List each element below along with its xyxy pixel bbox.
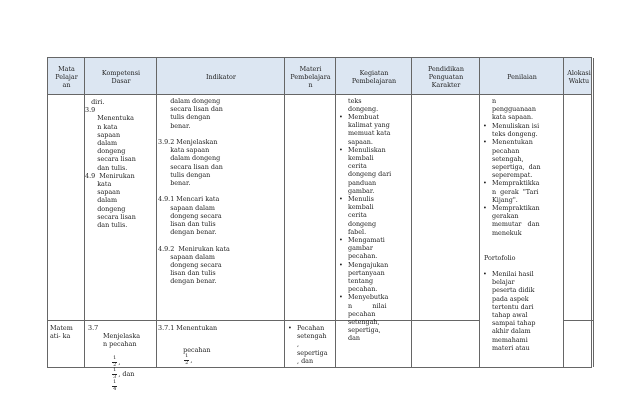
mapel-matematika: Matem ati- ka: [50, 324, 73, 341]
indikator-row2: 3.7.1 Menentukan: [158, 324, 218, 332]
header-penilaian: Penilaian: [507, 72, 537, 81]
list-item: • Mengamati gambar pecahan.: [338, 236, 391, 261]
list-item: • Menyebutka n nilai pecahan setengah, sepertiga, dan: [338, 293, 391, 342]
list-item: • Mempraktikka n gerak "Tari Kijang".: [482, 179, 541, 204]
penilaian-list: [482, 122, 541, 237]
list-item: • Membuat kalimat yang memuat kata sapaan.: [338, 113, 391, 146]
list-item: • Mengajukan pertanyaan tentang pecahan.: [338, 261, 391, 294]
header-mata-pelajaran: Mata Pelajar an: [55, 64, 78, 89]
fraction-quarter: $\frac{1}{4}$: [113, 379, 117, 392]
portofolio-label: Portofolio: [484, 254, 516, 262]
kegiatan-lead: teks dongeng.: [348, 97, 379, 114]
header-alokasi: Alokasi Waktu: [567, 68, 591, 85]
kd-fractions: $\frac{1}{2}$ , $\frac{1}{3}$ , dan $\frac{1}{4}$: [113, 355, 135, 392]
indikator-text: dalam dongeng secara lisan dan tulis dengan benar. 3.9.2 Menjelaskan kata sapaan dalam dongeng secara lisan dan tulis dengan benar. 4.9.1 Mencari kata sapaan dalam dongeng secara lisan dan tulis dengan benar. 4.9.2 Menirukan kata sapaan dalam dongeng secara lisan dan tulis dengan benar.: [158, 97, 230, 286]
header-kegiatan: Kegiatan Pembelajaran: [351, 68, 397, 85]
indikator-row2-tail: pecahan $\frac{1}{2}$ ,: [183, 346, 211, 366]
list-item: • Menuliskan kembali cerita dongeng dari panduan gambar.: [338, 146, 391, 195]
penilaian-lead: n pengguanaan kata sapaan.: [492, 97, 536, 122]
list-item: • Menentukan pecahan setengah, sepertiga, dan seperempat.: [482, 138, 541, 179]
header-kompetensi-dasar: Kompetensi Dasar: [101, 68, 141, 85]
list-item: • Menilai hasil belajar peserta didik pada aspek tertentu dari tahap awal sampai tahap akhir dalam memahami materi atau: [482, 270, 536, 352]
list-item: • Pecahan setengah , sepertiga , dan: [287, 324, 328, 365]
kompetensi-dasar-text: diri. 3.9 Menentuka n kata sapaan dalam dongeng secara lisan dan tulis. 4.9 Menirukan kata sapaan dalam dongeng secara lisan dan tulis.: [85, 98, 136, 230]
portofolio-list: [482, 270, 536, 352]
kegiatan-list: [338, 113, 391, 343]
header-karakter: Pendidikan Penguatan Karakter: [428, 64, 464, 89]
materi-list: [287, 324, 328, 365]
rpp-table: [47, 57, 592, 392]
fraction-third: $\frac{1}{3}$: [113, 367, 117, 380]
fraction-half: $\frac{1}{2}$: [113, 355, 117, 368]
header-materi: Materi Pembelajara n: [290, 64, 331, 89]
list-item: • Mempraktikan gerakan memutar dan menekuk: [482, 204, 541, 237]
header-indikator: Indikator: [206, 72, 236, 81]
row-separator: [48, 320, 480, 321]
list-item: • Menulis kembali cerita dongeng fabel.: [338, 195, 391, 236]
row-separator: [564, 320, 593, 321]
list-item: • Menuliskan isi teks dongeng.: [482, 122, 541, 138]
fraction-half: $\frac{1}{2}$: [185, 353, 189, 366]
kd-number: 3.7: [88, 324, 99, 332]
kd-text: Menjelaska n pecahan: [103, 332, 141, 349]
